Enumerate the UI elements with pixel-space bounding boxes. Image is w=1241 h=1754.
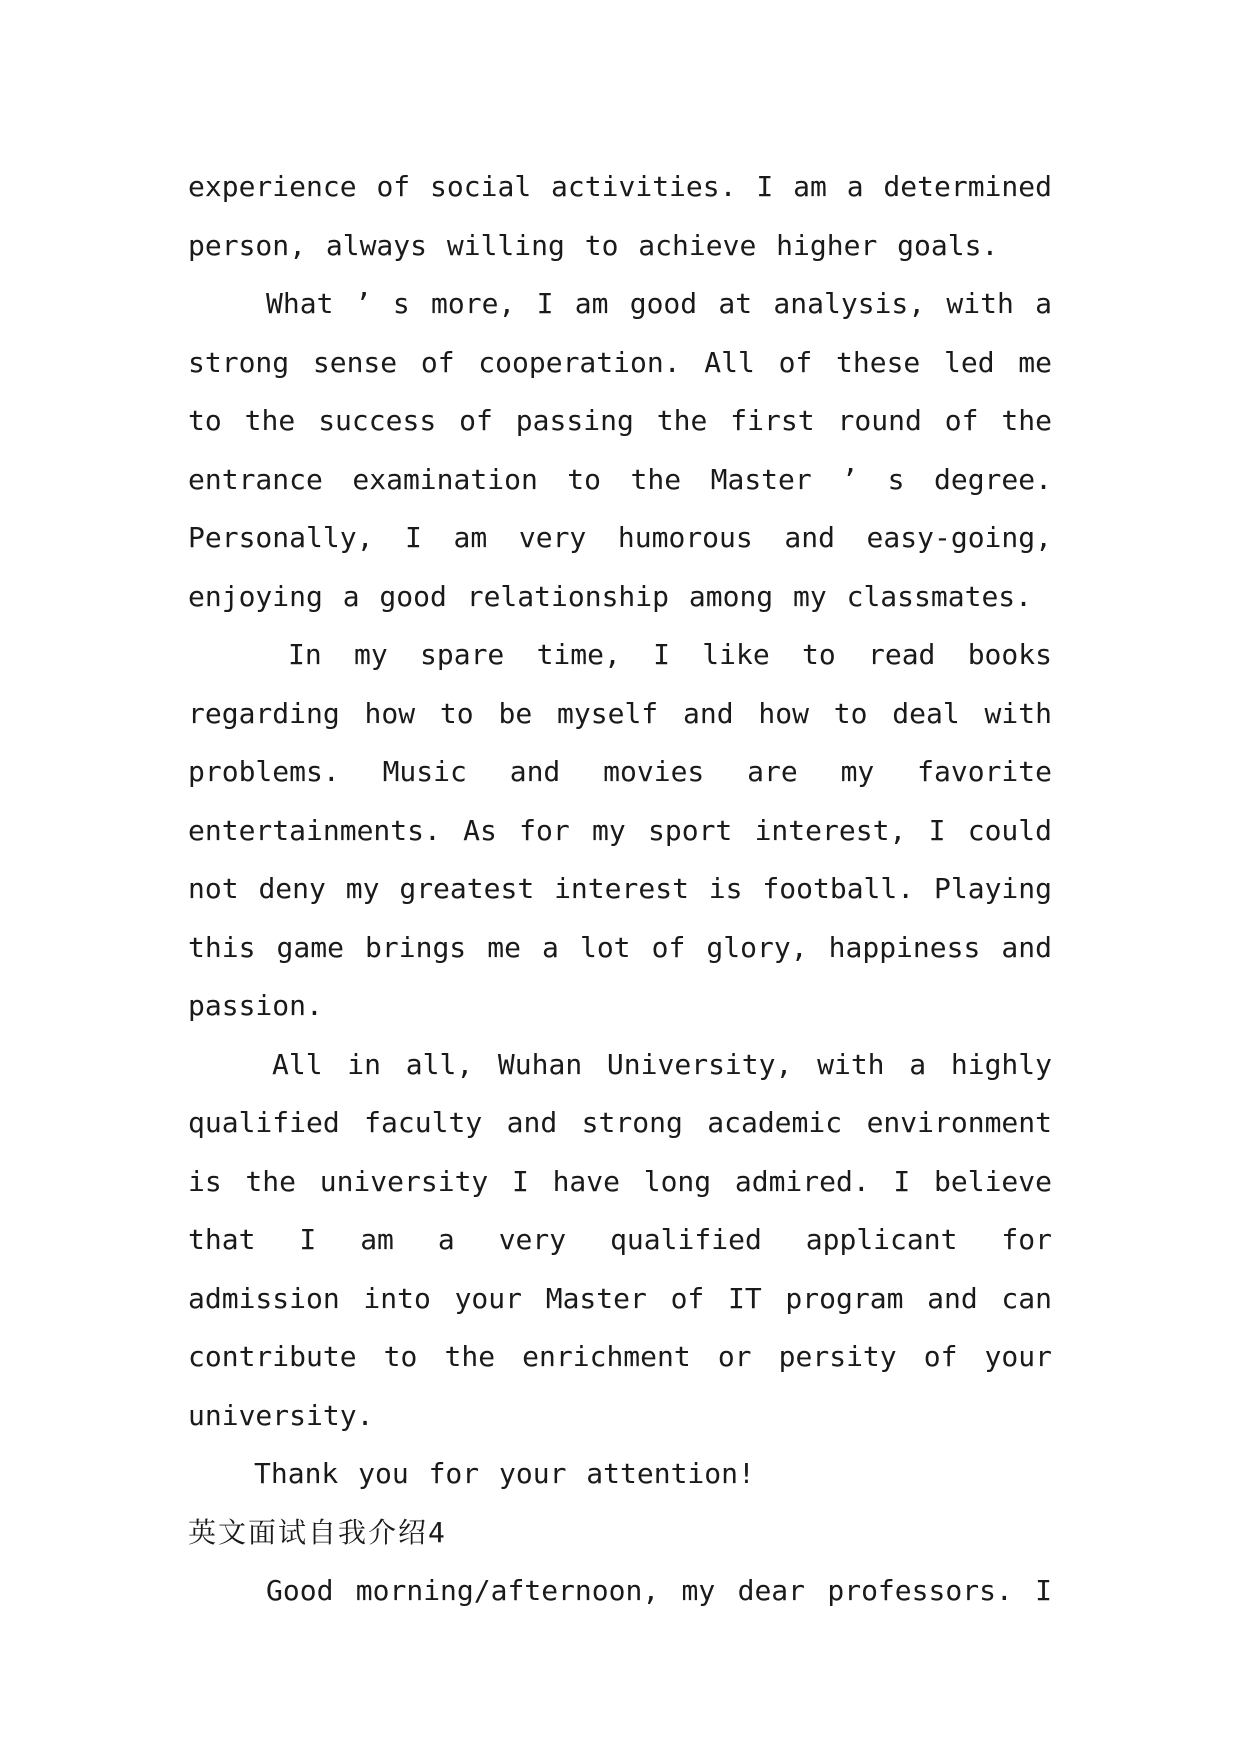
paragraph-spare-time: In my spare time, I like to read books regarding how to be myself and how to deal with problems. Music and movies are my favorite entertainments. As for my sport interest, I could not deny my greatest interest is football. Playing this game brings me a lot of glory, happiness and passion. [188,638,1052,1022]
paragraph-social-activities: experience of social activities. I am a determined person, always willing to achieve higher goals. [188,170,1052,262]
paragraph-good-morning: Good morning/afternoon, my dear professors. I [266,1574,1052,1607]
paragraph-wuhan-university: All in all, Wuhan University, with a highly qualified faculty and strong academic environment is the university I have long admired. I believe that I am a very qualified applicant for admission into your Master of IT program and can contribute to the enrichment or persity of your university. [188,1047,1052,1432]
section-heading: 英文面试自我介绍4 [188,1515,447,1549]
document-body [188,158,1052,1621]
paragraph-analysis-cooperation: What ’ s more, I am good at analysis, with a strong sense of cooperation. All of these led me to the success of passing the first round of the entrance examination to the Master ’ s degree. Personally, I am very humorous and easy-going, enjoying a good relationship among my classmates. [188,287,1052,613]
paragraph-thank-you: Thank you for your attention! [254,1457,755,1490]
